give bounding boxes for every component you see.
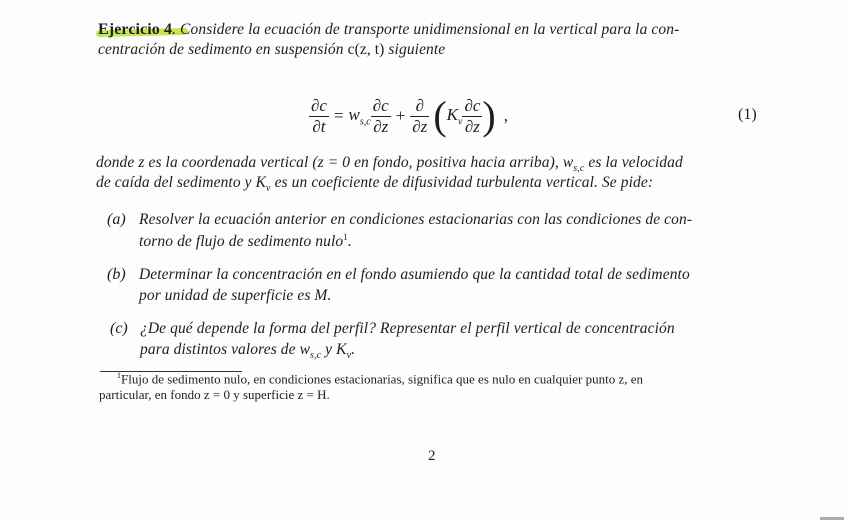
item-text-mid: y K bbox=[321, 341, 347, 358]
denominator: ∂z bbox=[373, 116, 389, 136]
exercise-intro-line-1 bbox=[98, 21, 679, 39]
item-text: para distintos valores de w bbox=[140, 341, 311, 358]
left-paren: ( bbox=[433, 93, 447, 138]
item-label-c: (c) bbox=[110, 320, 128, 337]
body-text-end: es un coeficiente de difusividad turbulenta vertical. Se pide: bbox=[270, 174, 654, 191]
fraction-dc-dt bbox=[309, 96, 329, 137]
equation-comma: , bbox=[503, 106, 508, 125]
item-b-line-1: Determinar la concentración en el fondo asumiendo que la cantidad total de sedimento bbox=[139, 266, 690, 283]
item-a-line-2 bbox=[139, 232, 352, 251]
footnote-line-2: particular, en fondo z = 0 y superficie z = H. bbox=[99, 387, 330, 402]
body-text: de caída del sedimento y K bbox=[96, 174, 267, 191]
exercise-title: Ejercicio 4 bbox=[98, 21, 173, 38]
diffusivity bbox=[447, 105, 463, 127]
body-line-1 bbox=[96, 154, 683, 174]
fraction-dc-dz-inner bbox=[462, 96, 482, 137]
denominator: ∂t bbox=[312, 116, 326, 136]
transport-equation bbox=[309, 93, 508, 139]
item-c-line-2 bbox=[140, 341, 355, 361]
equals-sign: = bbox=[333, 106, 344, 125]
denominator: ∂z bbox=[464, 116, 480, 136]
footnote-ref: 1 bbox=[343, 232, 348, 242]
item-b-line-2: por unidad de superficie es M. bbox=[139, 287, 332, 304]
settling-velocity bbox=[349, 105, 371, 127]
numerator: ∂c bbox=[311, 95, 327, 115]
item-text-end: . bbox=[347, 233, 352, 251]
item-label-b: (b) bbox=[107, 266, 126, 283]
body-text-end: es la velocidad bbox=[584, 154, 683, 171]
k-subscript: v bbox=[346, 350, 352, 362]
exercise-intro-line-2 bbox=[98, 41, 445, 59]
item-text: torno de flujo de sedimento nulo bbox=[139, 233, 344, 251]
numerator: ∂c bbox=[372, 95, 389, 115]
body-text: donde z es la coordenada vertical (z = 0 en fondo, positiva hacia arriba), w bbox=[96, 154, 574, 171]
item-label-a: (a) bbox=[107, 211, 126, 228]
item-c-line-1: ¿De qué depende la forma del perfil? Representar el perfil vertical de concentración bbox=[140, 320, 675, 337]
item-a-line-1: Resolver la ecuación anterior en condiciones estacionarias con las condiciones de con- bbox=[139, 211, 693, 228]
w-subscript: s,c bbox=[573, 163, 585, 175]
function-c: c(z, t) bbox=[347, 41, 385, 58]
footnote-line-1 bbox=[117, 371, 643, 387]
page-number: 2 bbox=[428, 448, 436, 464]
w-subscript: s,c bbox=[310, 350, 322, 362]
numerator: ∂c bbox=[464, 95, 481, 115]
intro-text-end: siguiente bbox=[384, 41, 446, 58]
k-subscript: v bbox=[266, 183, 271, 195]
denominator: ∂z bbox=[412, 116, 428, 136]
footnote-mark: 1 bbox=[117, 371, 121, 380]
body-line-2 bbox=[96, 174, 653, 194]
fraction-d-dz bbox=[410, 96, 429, 137]
fraction-dc-dz bbox=[371, 96, 391, 137]
item-text-end: . bbox=[351, 341, 356, 358]
intro-text: centración de sedimento en suspensión bbox=[98, 41, 348, 58]
k-subscript: v bbox=[457, 116, 463, 128]
scan-artifact bbox=[820, 517, 844, 520]
numerator: ∂ bbox=[410, 96, 429, 117]
right-paren: ) bbox=[482, 93, 496, 138]
k-symbol: K bbox=[446, 104, 458, 124]
w-symbol: w bbox=[348, 104, 360, 124]
exercise-intro-text: . Considere la ecuación de transporte unidimensional en la vertical para la con- bbox=[172, 21, 680, 38]
plus-sign: + bbox=[395, 106, 406, 125]
w-subscript: s,c bbox=[359, 116, 371, 128]
footnote-text: Flujo de sedimento nulo, en condiciones estacionarias, significa que es nulo en cualquier punto z, en bbox=[121, 371, 644, 387]
equation-number: (1) bbox=[738, 106, 757, 123]
